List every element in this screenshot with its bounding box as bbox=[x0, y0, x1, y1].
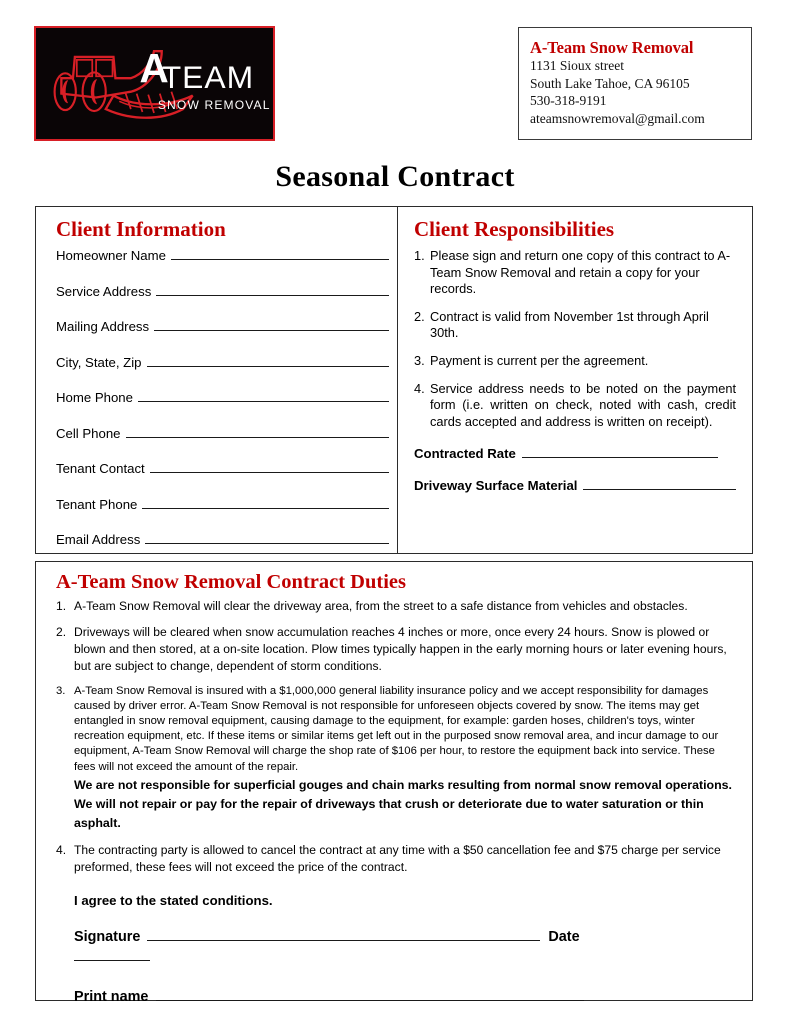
contact-address-line-2: South Lake Tahoe, CA 96105 bbox=[530, 75, 690, 91]
list-item-text: A-Team Snow Removal will clear the driveway area, from the street to a safe distance from vehicles and obstacles. bbox=[74, 599, 688, 613]
list-item bbox=[414, 248, 736, 298]
field-tenant-phone[interactable] bbox=[56, 497, 397, 513]
field-rule[interactable] bbox=[150, 461, 389, 473]
field-rule[interactable] bbox=[142, 497, 389, 509]
contact-address-line-1: 1131 Sioux street bbox=[530, 58, 624, 73]
agreement-statement: I agree to the stated conditions. bbox=[74, 892, 273, 908]
field-rule[interactable] bbox=[145, 532, 389, 544]
document-header bbox=[0, 0, 790, 150]
print-name-row[interactable] bbox=[74, 988, 738, 1005]
duties-list bbox=[56, 599, 738, 876]
field-rule[interactable] bbox=[522, 446, 718, 458]
list-item-number: 2. bbox=[414, 308, 425, 324]
field-label: Driveway Surface Material bbox=[414, 478, 578, 494]
field-rule[interactable] bbox=[126, 426, 389, 438]
list-item-number: 3. bbox=[56, 684, 66, 697]
field-label: City, State, Zip bbox=[56, 354, 142, 370]
list-item-body bbox=[74, 684, 738, 833]
list-item bbox=[414, 381, 736, 431]
field-label: Mailing Address bbox=[56, 319, 150, 334]
svg-text:A: A bbox=[139, 45, 169, 92]
field-contracted-rate[interactable] bbox=[414, 446, 736, 462]
print-name-rule[interactable] bbox=[156, 988, 584, 1001]
list-item-bold-text: We are not responsible for superficial gouges and chain marks resulting from normal snow removal operations. We will not repair or pay for the repair of driveways that crush or deteriorate due to water saturation or thin asphalt. bbox=[74, 777, 733, 830]
field-city-state-zip[interactable] bbox=[56, 355, 397, 371]
field-driveway-surface-material[interactable] bbox=[414, 478, 736, 494]
list-item-number: 4. bbox=[414, 380, 425, 396]
field-homeowner-name[interactable] bbox=[56, 248, 397, 264]
list-item-number: 3. bbox=[414, 352, 425, 368]
field-label: Tenant Contact bbox=[56, 461, 145, 476]
field-label: Home Phone bbox=[56, 390, 133, 405]
field-label: Email Address bbox=[56, 532, 141, 547]
signature-rule[interactable] bbox=[147, 928, 540, 941]
list-item bbox=[56, 842, 738, 876]
svg-text:SNOW REMOVAL: SNOW REMOVAL bbox=[157, 98, 271, 113]
contact-company-name: A-Team Snow Removal bbox=[530, 38, 694, 57]
logo-artwork bbox=[36, 28, 273, 139]
list-item-number: 2. bbox=[56, 624, 67, 639]
client-information-title: Client Information bbox=[56, 217, 226, 241]
list-item-text: Contract is valid from November 1st through April 30th. bbox=[430, 308, 709, 341]
date-rule[interactable] bbox=[74, 948, 150, 961]
print-name-label: Print name bbox=[74, 988, 149, 1005]
field-tenant-contact[interactable] bbox=[56, 461, 397, 477]
signature-label: Signature bbox=[74, 928, 141, 945]
company-logo bbox=[34, 26, 275, 141]
list-item bbox=[56, 624, 738, 675]
field-home-phone[interactable] bbox=[56, 390, 397, 406]
field-rule[interactable] bbox=[154, 319, 389, 331]
list-item-text: Payment is current per the agreement. bbox=[430, 352, 649, 368]
company-contact-box bbox=[518, 27, 752, 140]
contract-duties-table bbox=[35, 561, 753, 1005]
field-cell-phone[interactable] bbox=[56, 426, 397, 442]
field-label: Cell Phone bbox=[56, 425, 121, 441]
field-mailing-address[interactable] bbox=[56, 319, 397, 335]
client-responsibilities-section bbox=[398, 207, 752, 553]
list-item bbox=[56, 599, 738, 615]
field-rule[interactable] bbox=[171, 248, 389, 260]
contact-phone: 530-318-9191 bbox=[530, 93, 607, 109]
list-item-text: Service address needs to be noted on the payment form (i.e. written on check, noted with cash, credit cards accepted and address is written on receipt). bbox=[430, 380, 736, 429]
contract-duties-title: A-Team Snow Removal Contract Duties bbox=[56, 571, 406, 593]
list-item-text: A-Team Snow Removal is insured with a $1,000,000 general liability insurance policy and we accept responsibility for damages caused by driver error. A-Team Snow Removal is not responsible for unforeseen objects covered by snow. The items may get entangled in snow removal equipment, causing damage to the equipment, for example: garden hoses, children's toys, winter recreation equipment, etc. If these items or similar items get left out in the purposed snow removal area, and incur damage to our equipment, A-Team Snow Removal will charge the shop rate of $106 per hour, to restore the equipment back into service. These fees will not exceed the amount of the repair. bbox=[74, 684, 719, 773]
list-item-number: 1. bbox=[414, 248, 425, 263]
client-responsibilities-title: Client Responsibilities bbox=[414, 217, 615, 241]
responsibilities-list bbox=[414, 248, 736, 430]
field-rule[interactable] bbox=[583, 478, 736, 490]
list-item-number: 1. bbox=[56, 599, 67, 613]
list-item-text: Driveways will be cleared when snow accumulation reaches 4 inches or more, once every 24 hours. Snow is plowed or blown and then stored, at a on-site location. Plow times typically happen in the early morning hours or later evening hours, but are subject to change, dependent of storm conditions. bbox=[74, 624, 727, 673]
field-email-address[interactable] bbox=[56, 532, 397, 548]
client-details-table bbox=[35, 206, 753, 554]
field-service-address[interactable] bbox=[56, 284, 397, 300]
field-label: Tenant Phone bbox=[56, 496, 138, 512]
date-label: Date bbox=[548, 928, 580, 945]
signature-row[interactable] bbox=[74, 928, 738, 945]
field-rule[interactable] bbox=[156, 284, 389, 296]
list-item bbox=[414, 353, 736, 370]
contact-email: ateamsnowremoval@gmail.com bbox=[530, 110, 705, 126]
svg-text:TEAM: TEAM bbox=[161, 58, 255, 95]
list-item bbox=[414, 309, 736, 342]
field-rule[interactable] bbox=[138, 390, 389, 402]
list-item-text: The contracting party is allowed to cancel the contract at any time with a $50 cancellation fee and $75 charge per service preformed, these fees will not exceed the price of the contract. bbox=[74, 842, 721, 874]
field-rule[interactable] bbox=[147, 355, 390, 367]
field-label: Homeowner Name bbox=[56, 248, 166, 263]
page-title: Seasonal Contract bbox=[275, 160, 515, 193]
field-label: Service Address bbox=[56, 283, 152, 299]
list-item-number: 4. bbox=[56, 842, 67, 857]
field-label: Contracted Rate bbox=[414, 446, 516, 462]
list-item bbox=[56, 684, 738, 833]
client-information-section bbox=[36, 207, 398, 553]
list-item-text: Please sign and return one copy of this contract to A-Team Snow Removal and retain a copy for your records. bbox=[430, 248, 731, 297]
